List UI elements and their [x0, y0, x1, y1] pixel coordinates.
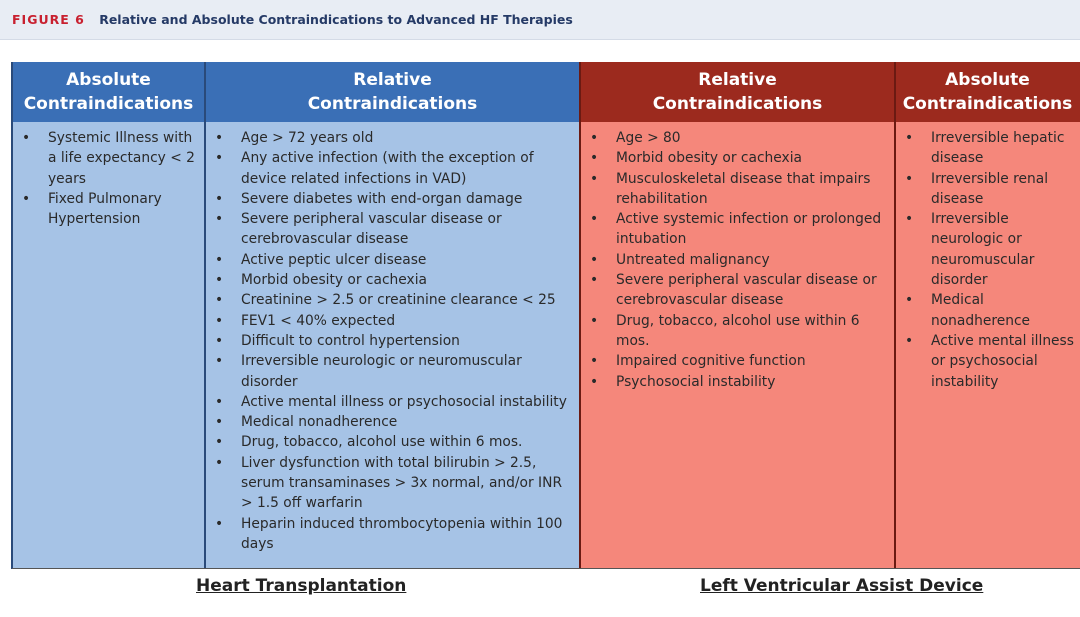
list-item: • Active systemic infection or prolonged intubation	[580, 209, 895, 250]
ht-absolute-header-line2: Contraindications	[23, 94, 194, 114]
list-item: • Untreated malignancy	[580, 250, 895, 270]
list-item: • Musculoskeletal disease that impairs rehabilitation	[580, 169, 895, 210]
lvad-relative-cell	[580, 122, 895, 569]
list-item: • Active mental illness or psychosocial instability	[205, 392, 580, 412]
figure-label: FIGURE 6	[12, 12, 85, 27]
list-item: • Psychosocial instability	[580, 372, 895, 392]
lvad-absolute-cell	[895, 122, 1080, 569]
lvad-absolute-header-line2: Contraindications	[902, 94, 1073, 114]
list-item: • Morbid obesity or cachexia	[205, 270, 580, 290]
list-item: • Drug, tobacco, alcohol use within 6 mos.	[580, 311, 895, 352]
list-item: • Morbid obesity or cachexia	[580, 148, 895, 168]
list-item: • Creatinine > 2.5 or creatinine clearance < 25	[205, 290, 580, 310]
list-item: • Irreversible neurologic or neuromuscular disorder	[895, 209, 1080, 290]
list-item: • Fixed Pulmonary Hypertension	[12, 189, 205, 230]
list-item: • Age > 72 years old	[205, 128, 580, 148]
column-divider	[894, 62, 896, 569]
ht-relative-list	[205, 128, 580, 554]
list-item: • Age > 80	[580, 128, 895, 148]
list-item: • Irreversible hepatic disease	[895, 128, 1080, 169]
ht-absolute-header	[12, 62, 205, 122]
column-divider	[204, 62, 206, 569]
lvad-caption: Left Ventricular Assist Device	[700, 576, 984, 596]
list-item: • Heparin induced thrombocytopenia within 100 days	[205, 514, 580, 555]
list-item: • Severe peripheral vascular disease or cerebrovascular disease	[580, 270, 895, 311]
ht-relative-header-line2: Contraindications	[307, 94, 478, 114]
list-item: • Any active infection (with the exception of device related infections in VAD)	[205, 148, 580, 189]
list-item: • Drug, tobacco, alcohol use within 6 mos.	[205, 432, 580, 452]
ht-relative-header-line1: Relative	[353, 70, 432, 90]
list-item: • Severe peripheral vascular disease or cerebrovascular disease	[205, 209, 580, 250]
table-bottom-border	[12, 568, 1080, 569]
list-item: • Active mental illness or psychosocial instability	[895, 331, 1080, 392]
list-item: • Severe diabetes with end-organ damage	[205, 189, 580, 209]
figure-title: Relative and Absolute Contraindications to Advanced HF Therapies	[99, 12, 573, 27]
lvad-absolute-header-line1: Absolute	[945, 70, 1030, 90]
list-item: • Active peptic ulcer disease	[205, 250, 580, 270]
list-item: • Difficult to control hypertension	[205, 331, 580, 351]
ht-relative-header	[205, 62, 580, 122]
lvad-relative-header-line2: Contraindications	[652, 94, 823, 114]
ht-absolute-cell	[12, 122, 205, 569]
heart-transplant-caption: Heart Transplantation	[196, 576, 407, 596]
lvad-absolute-list	[895, 128, 1080, 392]
lvad-absolute-header	[895, 62, 1080, 122]
column-divider	[579, 62, 581, 569]
list-item: • Impaired cognitive function	[580, 351, 895, 371]
ht-relative-cell	[205, 122, 580, 569]
figure-title-bar	[0, 0, 1080, 40]
lvad-relative-header	[580, 62, 895, 122]
ht-absolute-list	[12, 128, 205, 229]
lvad-relative-list	[580, 128, 895, 392]
list-item: • Systemic Illness with a life expectancy < 2 years	[12, 128, 205, 189]
list-item: • Medical nonadherence	[205, 412, 580, 432]
list-item: • Irreversible renal disease	[895, 169, 1080, 210]
table-left-border	[11, 62, 13, 569]
list-item: • Liver dysfunction with total bilirubin > 2.5, serum transaminases > 3x normal, and/or INR > 1.5 off warfarin	[205, 453, 580, 514]
ht-absolute-header-line1: Absolute	[66, 70, 151, 90]
list-item: • FEV1 < 40% expected	[205, 311, 580, 331]
lvad-relative-header-line1: Relative	[698, 70, 777, 90]
list-item: • Irreversible neurologic or neuromuscular disorder	[205, 351, 580, 392]
list-item: • Medical nonadherence	[895, 290, 1080, 331]
